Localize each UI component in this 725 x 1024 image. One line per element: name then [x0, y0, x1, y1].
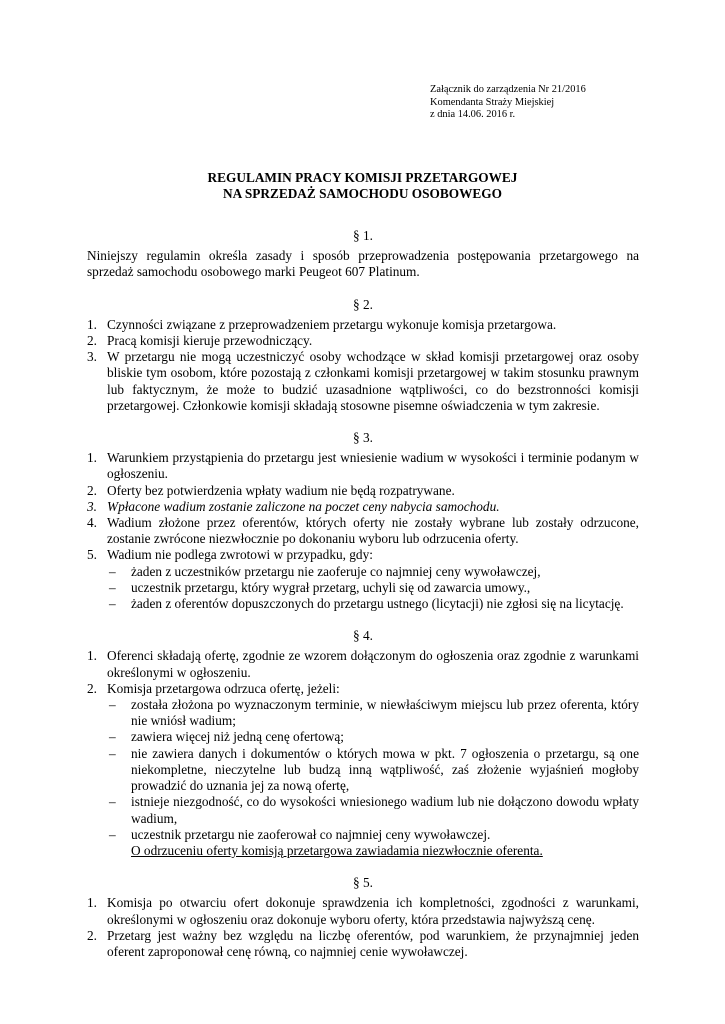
list-item	[87, 317, 639, 333]
sub-list-item	[107, 564, 639, 580]
item-text: Oferty bez potwierdzenia wpłaty wadium nie będą rozpatrywane.	[107, 482, 455, 498]
sub-list-item	[107, 596, 639, 612]
rejection-notice: O odrzuceniu oferty komisją przetargowa zawiadamia niezwłocznie oferenta.	[131, 842, 543, 858]
sub-item-text: żaden z uczestników przetargu nie zaoferuje co najmniej ceny wywoławczej,	[131, 563, 541, 579]
list-item	[87, 499, 639, 515]
sub-item-text: uczestnik przetargu, który wygrał przetarg, uchyli się od zawarcia umowy.,	[131, 579, 531, 595]
item-number: 1.	[87, 895, 97, 911]
item-text: Wpłacone wadium zostanie zaliczone na poczet ceny nabycia samochodu.	[107, 498, 500, 514]
sub-item-text: nie zawiera danych i dokumentów o których mowa w pkt. 7 ogłoszenia o przetargu, są one niekompletne, nieczytelne lub budzą inną wątpliwość, zaś złożenie wyjaśnień mogłoby prowadzić do uznania jej za nową ofertę,	[131, 745, 639, 794]
title-line-2: NA SPRZEDAŻ SAMOCHODU OSOBOWEGO	[223, 186, 502, 201]
dash-marker: –	[109, 794, 116, 810]
list-item	[87, 450, 639, 482]
sub-list-item	[107, 580, 639, 596]
dash-marker: –	[109, 563, 116, 579]
section-2-list	[87, 317, 639, 414]
dash-marker: –	[109, 579, 116, 595]
list-item	[87, 547, 639, 563]
header-line-3: z dnia 14.06. 2016 r.	[430, 109, 516, 121]
item-text: Oferenci składają ofertę, zgodnie ze wzorem dołączonym do ogłoszenia oraz zgodnie z warunkami określonymi w ogłoszeniu.	[107, 648, 639, 680]
sub-list-item	[107, 697, 639, 729]
header-line-1: Załącznik do zarządzenia Nr 21/2016	[430, 84, 586, 95]
section-4-sublist	[87, 697, 639, 843]
list-item	[87, 515, 639, 547]
item-text: W przetargu nie mogą uczestniczyć osoby wchodzące w skład komisji przetargowej oraz osoby bliskie tym osobom, które pozostają z członkami komisji przetargowej w takim stosunku prawnym lub faktycznym, że może to budzić uzasadnione wątpliwości, co do bezstronności komisji przetargowej. Członkowie komisji składają stosowne pisemne oświadczenia w tym zakresie.	[107, 349, 639, 413]
item-number: 2.	[87, 482, 97, 498]
list-item	[87, 648, 639, 680]
document-body	[87, 228, 639, 960]
list-item	[87, 928, 639, 960]
section-3-heading: § 3.	[353, 430, 373, 446]
section-4-heading: § 4.	[353, 628, 373, 644]
item-number: 1.	[87, 450, 97, 466]
sub-item-text: żaden z oferentów dopuszczonych do przetargu ustnego (licytacji) nie zgłosi się na licytację.	[131, 596, 624, 612]
section-1-heading: § 1.	[353, 228, 373, 243]
item-text: Przetarg jest ważny bez względu na liczbę oferentów, pod warunkiem, że przynajmniej jeden oferent zaproponował cenę równą, co najmniej cenie wywoławczej.	[107, 927, 639, 959]
attachment-header	[430, 84, 586, 122]
sub-list-item	[107, 827, 639, 843]
list-item	[87, 483, 639, 499]
item-text: Komisja przetargowa odrzuca ofertę, jeżeli:	[107, 680, 340, 696]
list-item	[87, 333, 639, 349]
sub-item-text: uczestnik przetargu nie zaoferował co najmniej ceny wywoławczej.	[131, 826, 491, 842]
item-number: 2.	[87, 927, 97, 943]
document-title	[0, 170, 725, 202]
section-3-list	[87, 450, 639, 563]
dash-marker: –	[109, 826, 116, 842]
item-number: 2.	[87, 333, 97, 349]
section-3-sublist	[87, 564, 639, 613]
item-text: Wadium złożone przez oferentów, których oferty nie zostały wybrane lub zostały odrzucone, zostanie zwrócone niezwłocznie po dokonaniu wyboru lub odrzucenia oferty.	[107, 515, 639, 547]
item-text: Komisja po otwarciu ofert dokonuje sprawdzenia ich kompletności, zgodności z warunkami, określonymi w ogłoszeniu oraz dokonuje wyboru oferty, która przedstawia najwyższą cenę.	[107, 895, 639, 927]
item-number: 2.	[87, 680, 97, 696]
item-number: 5.	[87, 547, 97, 563]
item-number: 3.	[87, 349, 97, 365]
dash-marker: –	[109, 729, 116, 745]
header-line-2: Komendanta Straży Miejskiej	[430, 96, 555, 108]
sub-list-item	[107, 729, 639, 745]
item-number: 1.	[87, 648, 97, 664]
dash-marker: –	[109, 745, 116, 761]
section-2-heading: § 2.	[353, 296, 373, 312]
item-number: 1.	[87, 316, 97, 332]
section-5-list	[87, 895, 639, 960]
item-text: Wadium nie podlega zwrotowi w przypadku, gdy:	[107, 547, 373, 563]
item-number: 4.	[87, 515, 97, 531]
list-item	[87, 349, 639, 414]
list-item	[87, 681, 639, 697]
section-5-heading: § 5.	[353, 875, 373, 891]
section-4-list	[87, 648, 639, 697]
section-1-text: Niniejszy regulamin określa zasady i sposób przeprowadzenia postępowania przetargowego na sprzedaż samochodu osobowego marki Peugeot 607 Platinum.	[87, 248, 639, 280]
item-text: Warunkiem przystąpienia do przetargu jest wniesienie wadium w wysokości i terminie podanym w ogłoszeniu.	[107, 450, 639, 482]
item-text: Czynności związane z przeprowadzeniem przetargu wykonuje komisja przetargowa.	[107, 316, 557, 332]
dash-marker: –	[109, 596, 116, 612]
item-number: 3.	[87, 498, 97, 514]
sub-item-text: została złożona po wyznaczonym terminie, w niewłaściwym miejscu lub przez oferenta, który nie wniósł wadium;	[131, 697, 639, 729]
sub-item-text: istnieje niezgodność, co do wysokości wniesionego wadium lub nie dołączono dowodu wpłaty wadium,	[131, 794, 639, 826]
sub-list-item	[107, 746, 639, 795]
sub-list-item	[107, 794, 639, 826]
dash-marker: –	[109, 697, 116, 713]
list-item	[87, 895, 639, 927]
item-text: Pracą komisji kieruje przewodniczący.	[107, 333, 313, 349]
sub-item-text: zawiera więcej niż jedną cenę ofertową;	[131, 729, 344, 745]
title-line-1: REGULAMIN PRACY KOMISJI PRZETARGOWEJ	[207, 170, 518, 185]
